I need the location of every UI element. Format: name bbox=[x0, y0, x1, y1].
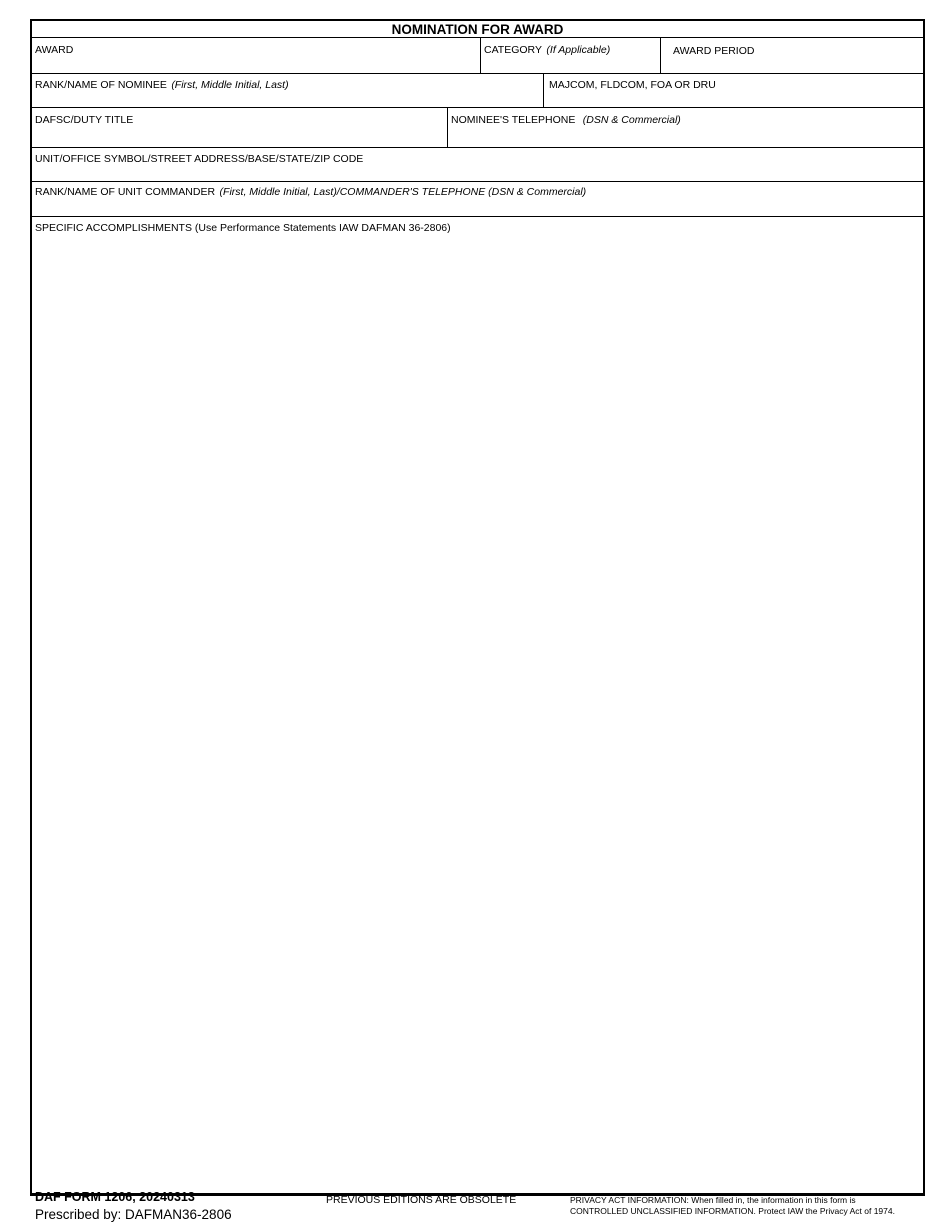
nominee-phone-label-note: (DSN & Commercial) bbox=[582, 114, 681, 126]
form-number: DAF FORM 1206, 20240313 bbox=[35, 1190, 195, 1204]
award-period-label: AWARD PERIOD bbox=[673, 45, 755, 57]
award-period-input[interactable] bbox=[673, 59, 920, 71]
majcom-input[interactable] bbox=[549, 93, 920, 105]
accomplishments-field[interactable] bbox=[32, 217, 923, 1194]
award-nomination-form bbox=[30, 19, 925, 1196]
award-field[interactable] bbox=[32, 38, 480, 74]
category-input[interactable] bbox=[484, 58, 657, 70]
category-field[interactable] bbox=[480, 38, 660, 74]
majcom-field[interactable] bbox=[543, 74, 923, 108]
commander-label: RANK/NAME OF UNIT COMMANDER bbox=[35, 186, 216, 198]
row-unit-address bbox=[32, 147, 923, 182]
dafsc-label: DAFSC/DUTY TITLE bbox=[35, 114, 134, 126]
dafsc-field[interactable] bbox=[32, 108, 447, 148]
privacy-notice bbox=[570, 1195, 930, 1216]
nominee-phone-label: NOMINEE'S TELEPHONE bbox=[451, 114, 576, 126]
accomplishments-input[interactable] bbox=[35, 236, 920, 248]
nominee-name-field[interactable] bbox=[32, 74, 543, 108]
accomplishments-label: SPECIFIC ACCOMPLISHMENTS (Use Performance Statements IAW DAFMAN 36-2806) bbox=[35, 222, 451, 234]
dafsc-input[interactable] bbox=[35, 128, 444, 140]
award-label: AWARD bbox=[35, 44, 74, 56]
commander-field[interactable] bbox=[32, 182, 923, 217]
nominee-phone-input[interactable] bbox=[451, 128, 920, 140]
unit-address-field[interactable] bbox=[32, 148, 923, 182]
commander-label-note: (First, Middle Initial, Last)/COMMANDER'S TELEPHONE (DSN & Commercial) bbox=[219, 186, 587, 198]
commander-input[interactable] bbox=[35, 200, 920, 212]
category-label-note: (If Applicable) bbox=[546, 44, 611, 56]
award-input[interactable] bbox=[35, 58, 477, 70]
prescribed-by: Prescribed by: DAFMAN36-2806 bbox=[35, 1207, 232, 1222]
nominee-phone-field[interactable] bbox=[447, 108, 923, 148]
privacy-line-1: PRIVACY ACT INFORMATION: When filled in, the information in this form is bbox=[570, 1195, 856, 1205]
privacy-line-2: CONTROLLED UNCLASSIFIED INFORMATION. Protect IAW the Privacy Act of 1974. bbox=[570, 1205, 895, 1216]
nominee-name-label-note: (First, Middle Initial, Last) bbox=[171, 79, 289, 91]
majcom-label: MAJCOM, FLDCOM, FOA OR DRU bbox=[549, 79, 716, 91]
row-commander bbox=[32, 181, 923, 217]
row-dafsc bbox=[32, 107, 923, 148]
form-title: NOMINATION FOR AWARD bbox=[391, 22, 564, 37]
row-award bbox=[32, 37, 923, 74]
row-accomplishments bbox=[32, 216, 923, 1194]
category-label: CATEGORY bbox=[484, 44, 542, 56]
obsolete-notice: PREVIOUS EDITIONS ARE OBSOLETE bbox=[326, 1194, 517, 1206]
unit-address-label: UNIT/OFFICE SYMBOL/STREET ADDRESS/BASE/STATE/ZIP CODE bbox=[35, 153, 364, 165]
award-period-field[interactable] bbox=[660, 38, 923, 74]
nominee-name-label: RANK/NAME OF NOMINEE bbox=[35, 79, 167, 91]
unit-address-input[interactable] bbox=[35, 167, 920, 179]
row-nominee bbox=[32, 73, 923, 108]
nominee-name-input[interactable] bbox=[35, 93, 540, 105]
